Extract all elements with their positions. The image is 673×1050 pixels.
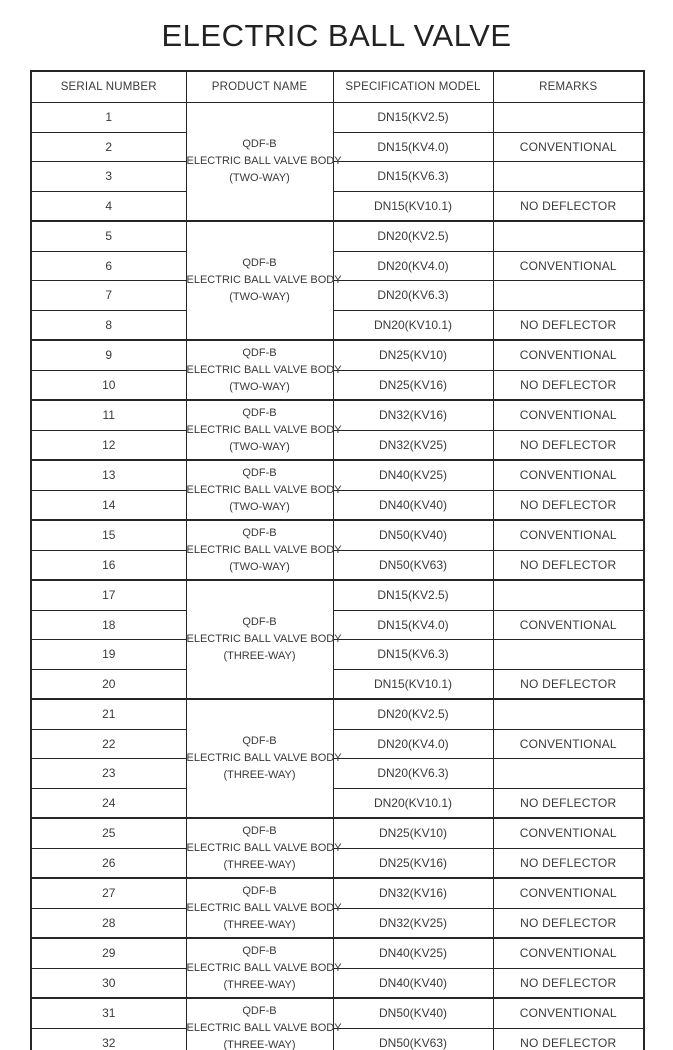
specification-model-cell: DN15(KV4.0) — [333, 610, 493, 640]
product-name-line: (THREE-WAY) — [223, 978, 296, 991]
product-name-cell — [186, 998, 342, 1050]
product-name-line: (THREE-WAY) — [223, 918, 296, 931]
serial-number-cell: 5 — [31, 221, 186, 251]
table-row — [31, 788, 644, 818]
product-name-line: ELECTRIC BALL VALVE BODY — [186, 483, 342, 496]
specification-model-cell: DN15(KV4.0) — [333, 132, 493, 162]
product-name-line: QDF-B — [242, 616, 277, 628]
remarks-cell: CONVENTIONAL — [493, 400, 644, 430]
specification-model-cell: DN50(KV40) — [333, 998, 493, 1028]
remarks-cell: CONVENTIONAL — [493, 520, 644, 550]
specification-model-cell: DN15(KV10.1) — [333, 191, 493, 221]
product-name-line: (THREE-WAY) — [223, 1038, 296, 1050]
table-row — [31, 221, 644, 251]
product-name-line: QDF-B — [242, 944, 277, 957]
remarks-cell — [493, 759, 644, 789]
table-row — [31, 998, 644, 1028]
product-name-cell — [186, 580, 342, 699]
serial-number-cell: 20 — [31, 669, 186, 699]
product-name-line: ELECTRIC BALL VALVE BODY — [186, 841, 342, 854]
product-name-cell — [186, 460, 342, 520]
serial-number-cell: 13 — [31, 460, 186, 490]
specification-model-cell: DN32(KV16) — [333, 400, 493, 430]
product-name-cell — [186, 878, 342, 938]
remarks-cell: CONVENTIONAL — [493, 251, 644, 281]
remarks-cell — [493, 640, 644, 670]
specification-model-cell: DN40(KV25) — [333, 460, 493, 490]
page-title: ELECTRIC BALL VALVE — [161, 18, 512, 53]
specification-model-cell: DN15(KV2.5) — [333, 580, 493, 610]
remarks-cell: NO DEFLECTOR — [493, 1028, 644, 1050]
product-name-line: ELECTRIC BALL VALVE BODY — [186, 901, 342, 914]
remarks-cell: CONVENTIONAL — [493, 938, 644, 968]
serial-number-cell: 29 — [31, 938, 186, 968]
product-name-line: (THREE-WAY) — [223, 650, 296, 662]
specification-model-cell: DN20(KV4.0) — [333, 251, 493, 281]
product-name-line: ELECTRIC BALL VALVE BODY — [186, 752, 342, 764]
remarks-cell: NO DEFLECTOR — [493, 848, 644, 878]
product-name-cell — [186, 520, 342, 580]
specification-model-cell: DN40(KV40) — [333, 490, 493, 520]
specification-model-cell: DN25(KV10) — [333, 818, 493, 848]
serial-number-cell: 16 — [31, 550, 186, 580]
specification-model-cell: DN50(KV40) — [333, 520, 493, 550]
product-name-cell — [186, 400, 342, 460]
remarks-cell: NO DEFLECTOR — [493, 191, 644, 221]
specification-model-cell: DN15(KV10.1) — [333, 669, 493, 699]
product-name-cell — [186, 699, 342, 818]
product-name-line: QDF-B — [242, 466, 277, 479]
product-name-line: ELECTRIC BALL VALVE BODY — [186, 961, 342, 974]
specification-model-cell: DN15(KV2.5) — [333, 103, 493, 133]
serial-number-cell: 31 — [31, 998, 186, 1028]
serial-number-cell: 17 — [31, 580, 186, 610]
specification-model-cell: DN32(KV25) — [333, 430, 493, 460]
remarks-cell — [493, 580, 644, 610]
specification-model-cell: DN20(KV6.3) — [333, 759, 493, 789]
remarks-cell: CONVENTIONAL — [493, 878, 644, 908]
specification-model-cell: DN20(KV10.1) — [333, 788, 493, 818]
table-row — [31, 669, 644, 699]
table-row — [31, 878, 644, 908]
remarks-cell: CONVENTIONAL — [493, 729, 644, 759]
specification-model-cell: DN20(KV10.1) — [333, 310, 493, 340]
remarks-cell: CONVENTIONAL — [493, 818, 644, 848]
serial-number-cell: 32 — [31, 1028, 186, 1050]
table-row — [31, 520, 644, 550]
specification-model-cell: DN50(KV63) — [333, 550, 493, 580]
col-header-serial-number: SERIAL NUMBER — [31, 71, 186, 103]
remarks-cell: NO DEFLECTOR — [493, 550, 644, 580]
serial-number-cell: 4 — [31, 191, 186, 221]
product-name-line: (THREE-WAY) — [223, 858, 296, 871]
specification-model-cell: DN25(KV16) — [333, 848, 493, 878]
product-name-line: ELECTRIC BALL VALVE BODY — [186, 543, 342, 556]
product-name-cell — [186, 221, 342, 340]
serial-number-cell: 26 — [31, 848, 186, 878]
product-name-line: QDF-B — [242, 406, 277, 419]
serial-number-cell: 23 — [31, 759, 186, 789]
serial-number-cell: 24 — [31, 788, 186, 818]
product-name-line: (TWO-WAY) — [229, 440, 290, 453]
remarks-cell: CONVENTIONAL — [493, 998, 644, 1028]
product-spec-table — [30, 70, 645, 1050]
remarks-cell: CONVENTIONAL — [493, 132, 644, 162]
serial-number-cell: 11 — [31, 400, 186, 430]
specification-model-cell: DN20(KV2.5) — [333, 221, 493, 251]
serial-number-cell: 19 — [31, 640, 186, 670]
product-name-line: QDF-B — [242, 526, 277, 539]
remarks-cell: NO DEFLECTOR — [493, 968, 644, 998]
product-name-line: (TWO-WAY) — [229, 291, 290, 303]
table-row — [31, 310, 644, 340]
remarks-cell: NO DEFLECTOR — [493, 310, 644, 340]
remarks-cell — [493, 103, 644, 133]
remarks-cell — [493, 162, 644, 192]
table-row — [31, 191, 644, 221]
product-name-line: (TWO-WAY) — [229, 172, 290, 184]
serial-number-cell: 7 — [31, 281, 186, 311]
col-header-specification-model: SPECIFICATION MODEL — [333, 71, 493, 103]
specification-model-cell: DN40(KV40) — [333, 968, 493, 998]
serial-number-cell: 2 — [31, 132, 186, 162]
specification-model-cell: DN20(KV6.3) — [333, 281, 493, 311]
header-row — [31, 71, 644, 103]
product-name-line: (TWO-WAY) — [229, 380, 290, 393]
product-name-line: QDF-B — [242, 138, 277, 150]
page — [0, 16, 673, 1050]
remarks-cell: NO DEFLECTOR — [493, 788, 644, 818]
table-row — [31, 938, 644, 968]
col-header-product-name: PRODUCT NAME — [186, 71, 333, 103]
remarks-cell — [493, 281, 644, 311]
specification-model-cell: DN40(KV25) — [333, 938, 493, 968]
serial-number-cell: 30 — [31, 968, 186, 998]
remarks-cell — [493, 699, 644, 729]
product-name-line: ELECTRIC BALL VALVE BODY — [186, 363, 342, 376]
product-name-line: QDF-B — [242, 346, 277, 359]
table-row — [31, 103, 644, 133]
product-name-line: QDF-B — [242, 1004, 277, 1017]
serial-number-cell: 1 — [31, 103, 186, 133]
serial-number-cell: 12 — [31, 430, 186, 460]
product-name-line: QDF-B — [242, 824, 277, 837]
remarks-cell: CONVENTIONAL — [493, 460, 644, 490]
specification-model-cell: DN25(KV16) — [333, 370, 493, 400]
product-name-line: (TWO-WAY) — [229, 560, 290, 573]
product-name-cell — [186, 340, 342, 400]
specification-model-cell: DN15(KV6.3) — [333, 640, 493, 670]
serial-number-cell: 14 — [31, 490, 186, 520]
col-header-remarks: REMARKS — [493, 71, 644, 103]
remarks-cell: NO DEFLECTOR — [493, 370, 644, 400]
serial-number-cell: 9 — [31, 340, 186, 370]
serial-number-cell: 15 — [31, 520, 186, 550]
table-row — [31, 580, 644, 610]
serial-number-cell: 28 — [31, 908, 186, 938]
specification-model-cell: DN20(KV4.0) — [333, 729, 493, 759]
serial-number-cell: 25 — [31, 818, 186, 848]
table-row — [31, 460, 644, 490]
table-row — [31, 699, 644, 729]
product-name-line: QDF-B — [242, 884, 277, 897]
remarks-cell: NO DEFLECTOR — [493, 908, 644, 938]
product-name-cell — [186, 103, 342, 222]
specification-model-cell: DN20(KV2.5) — [333, 699, 493, 729]
serial-number-cell: 10 — [31, 370, 186, 400]
serial-number-cell: 22 — [31, 729, 186, 759]
serial-number-cell: 6 — [31, 251, 186, 281]
table-row — [31, 818, 644, 848]
product-name-line: ELECTRIC BALL VALVE BODY — [186, 155, 342, 167]
table-row — [31, 340, 644, 370]
product-name-line: ELECTRIC BALL VALVE BODY — [186, 274, 342, 286]
serial-number-cell: 27 — [31, 878, 186, 908]
serial-number-cell: 3 — [31, 162, 186, 192]
product-name-cell — [186, 938, 342, 998]
specification-model-cell: DN50(KV63) — [333, 1028, 493, 1050]
remarks-cell: CONVENTIONAL — [493, 610, 644, 640]
remarks-cell: NO DEFLECTOR — [493, 430, 644, 460]
remarks-cell — [493, 221, 644, 251]
product-name-line: QDF-B — [242, 735, 277, 747]
specification-model-cell: DN15(KV6.3) — [333, 162, 493, 192]
specification-model-cell: DN25(KV10) — [333, 340, 493, 370]
product-name-line: ELECTRIC BALL VALVE BODY — [186, 1021, 342, 1034]
product-name-cell — [186, 818, 342, 878]
product-name-line: ELECTRIC BALL VALVE BODY — [186, 423, 342, 436]
remarks-cell: NO DEFLECTOR — [493, 490, 644, 520]
serial-number-cell: 8 — [31, 310, 186, 340]
table-body — [31, 103, 644, 1050]
product-name-line: QDF-B — [242, 257, 277, 269]
product-name-line: (THREE-WAY) — [223, 769, 296, 781]
table-row — [31, 400, 644, 430]
remarks-cell: NO DEFLECTOR — [493, 669, 644, 699]
product-name-line: ELECTRIC BALL VALVE BODY — [186, 633, 342, 645]
specification-model-cell: DN32(KV16) — [333, 878, 493, 908]
specification-model-cell: DN32(KV25) — [333, 908, 493, 938]
serial-number-cell: 21 — [31, 699, 186, 729]
remarks-cell: CONVENTIONAL — [493, 340, 644, 370]
serial-number-cell: 18 — [31, 610, 186, 640]
product-name-line: (TWO-WAY) — [229, 500, 290, 513]
